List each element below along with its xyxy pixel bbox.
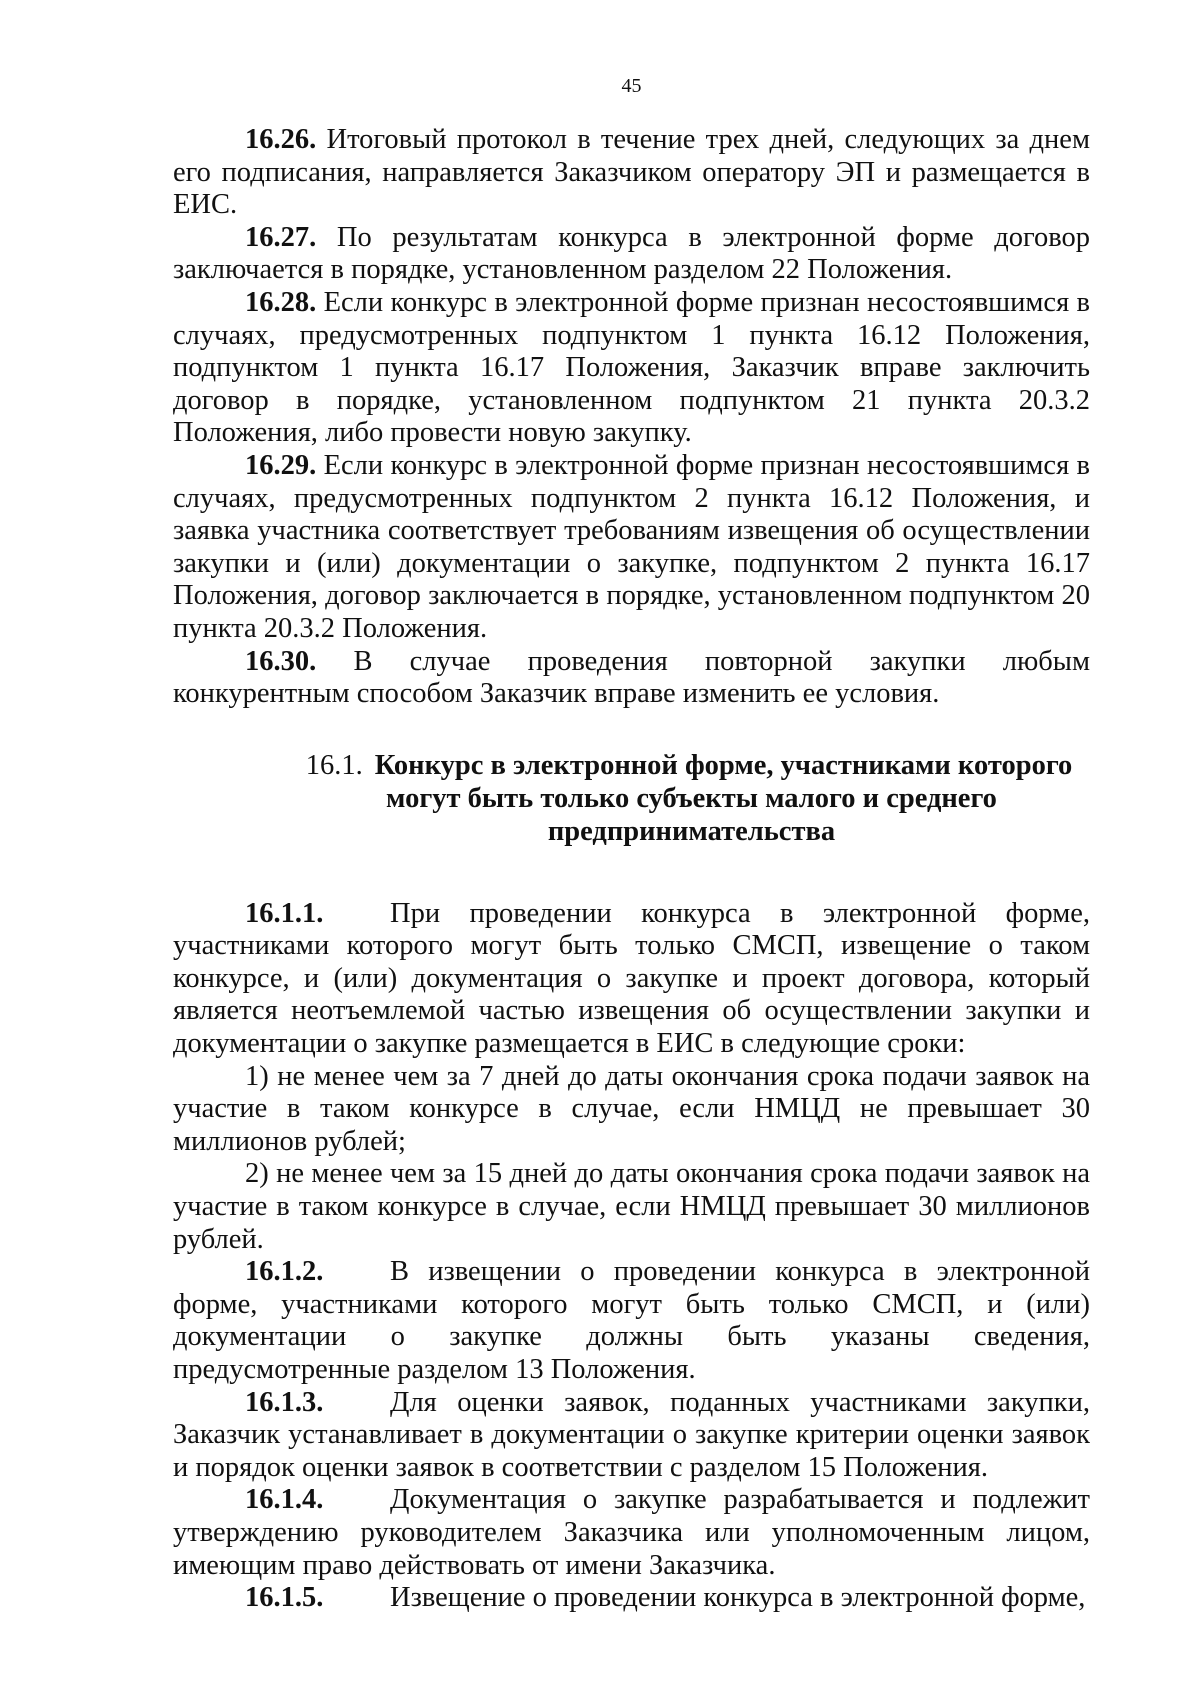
paragraph-16-30 xyxy=(173,646,1090,711)
paragraph-number: 16.27. xyxy=(245,221,317,253)
section-number: 16.1. xyxy=(305,749,363,781)
section-heading xyxy=(173,749,1090,848)
paragraph-text: В случае проведения повторной закупки любым конкурентным способом Заказчик вправе изменить ее условия. xyxy=(173,645,1090,710)
paragraph-number: 16.1.5. xyxy=(245,1582,324,1614)
document-page xyxy=(173,60,1090,1615)
paragraph-number: 16.30. xyxy=(245,645,317,677)
paragraph-number: 16.1.3. xyxy=(245,1386,324,1418)
section-title-line-3: предпринимательства xyxy=(547,815,836,847)
paragraph-text: При проведении конкурса в электронной форме, участниками которого могут быть только СМСП, извещение о таком конкурсе, и (или) документация о закупке и проект договора, который является неотъемлемой частью извещения об осуществлении закупки и документации о закупке размещается в ЕИС в следующие сроки: xyxy=(173,897,1090,1060)
paragraph-number: 16.1.1. xyxy=(245,897,324,929)
paragraph-text: Если конкурс в электронной форме признан несостоявшимся в случаях, предусмотренных подпунктом 2 пункта 16.12 Положения, и заявка участника соответствует требованиям извещения об осуществлении закупки и (или) документации о закупке, подпунктом 2 пункта 16.17 Положения, договор заключается в порядке, установленном подпунктом 20 пункта 20.3.2 Положения. xyxy=(173,449,1090,644)
paragraph-16-1-5 xyxy=(173,1582,1090,1615)
paragraph-text: По результатам конкурса в электронной форме договор заключается в порядке, установленном разделом 22 Положения. xyxy=(173,221,1090,286)
paragraph-number: 16.29. xyxy=(245,449,317,481)
paragraph-16-27 xyxy=(173,222,1090,287)
paragraph-text: Документация о закупке разрабатывается и подлежит утверждению руководителем Заказчика или уполномоченным лицом, имеющим право действовать от имени Заказчика. xyxy=(173,1484,1090,1581)
paragraph-16-29 xyxy=(173,450,1090,646)
paragraph-16-26 xyxy=(173,124,1090,222)
list-item-2: 2) не менее чем за 15 дней до даты окончания срока подачи заявок на участие в таком конкурсе в случае, если НМЦД превышает 30 миллионов рублей. xyxy=(173,1158,1090,1255)
paragraph-number: 16.1.2. xyxy=(245,1256,324,1288)
section-title-line-1: Конкурс в электронной форме, участниками которого xyxy=(374,749,1073,781)
paragraph-number: 16.28. xyxy=(245,286,317,318)
paragraph-text: Если конкурс в электронной форме признан несостоявшимся в случаях, предусмотренных подпунктом 1 пункта 16.12 Положения, подпунктом 1 пункта 16.17 Положения, Заказчик вправе заключить договор в порядке, установленном подпунктом 21 пункта 20.3.2 Положения, либо провести новую закупку. xyxy=(173,286,1090,449)
paragraph-16-1-4 xyxy=(173,1484,1090,1582)
paragraph-number: 16.26. xyxy=(245,124,317,155)
paragraph-text: В извещении о проведении конкурса в электронной форме, участниками которого могут быть только СМСП, и (или) документации о закупке должны быть указаны сведения, предусмотренные разделом 13 Положения. xyxy=(173,1256,1090,1385)
paragraph-text: Итоговый протокол в течение трех дней, следующих за днем его подписания, направляется Заказчиком оператору ЭП и размещается в ЕИС. xyxy=(173,124,1090,221)
paragraph-number: 16.1.4. xyxy=(245,1484,324,1516)
paragraph-16-1-1 xyxy=(173,898,1090,1061)
paragraph-16-1-3 xyxy=(173,1387,1090,1485)
paragraph-text: Извещение о проведении конкурса в электронной форме, xyxy=(390,1582,1086,1614)
section-heading-line-1 xyxy=(173,749,1090,782)
paragraph-16-28 xyxy=(173,287,1090,450)
section-title-line-2: могут быть только субъекты малого и среднего xyxy=(386,782,997,814)
list-item-1: 1) не менее чем за 7 дней до даты окончания срока подачи заявок на участие в таком конкурсе в случае, если НМЦД не превышает 30 миллионов рублей; xyxy=(173,1060,1090,1157)
paragraph-16-1-2 xyxy=(173,1256,1090,1386)
paragraph-text: Для оценки заявок, поданных участниками закупки, Заказчик устанавливает в документации о закупке критерии оценки заявок и порядок оценки заявок в соответствии с разделом 15 Положения. xyxy=(173,1386,1090,1483)
page-number: 45 xyxy=(621,75,642,97)
